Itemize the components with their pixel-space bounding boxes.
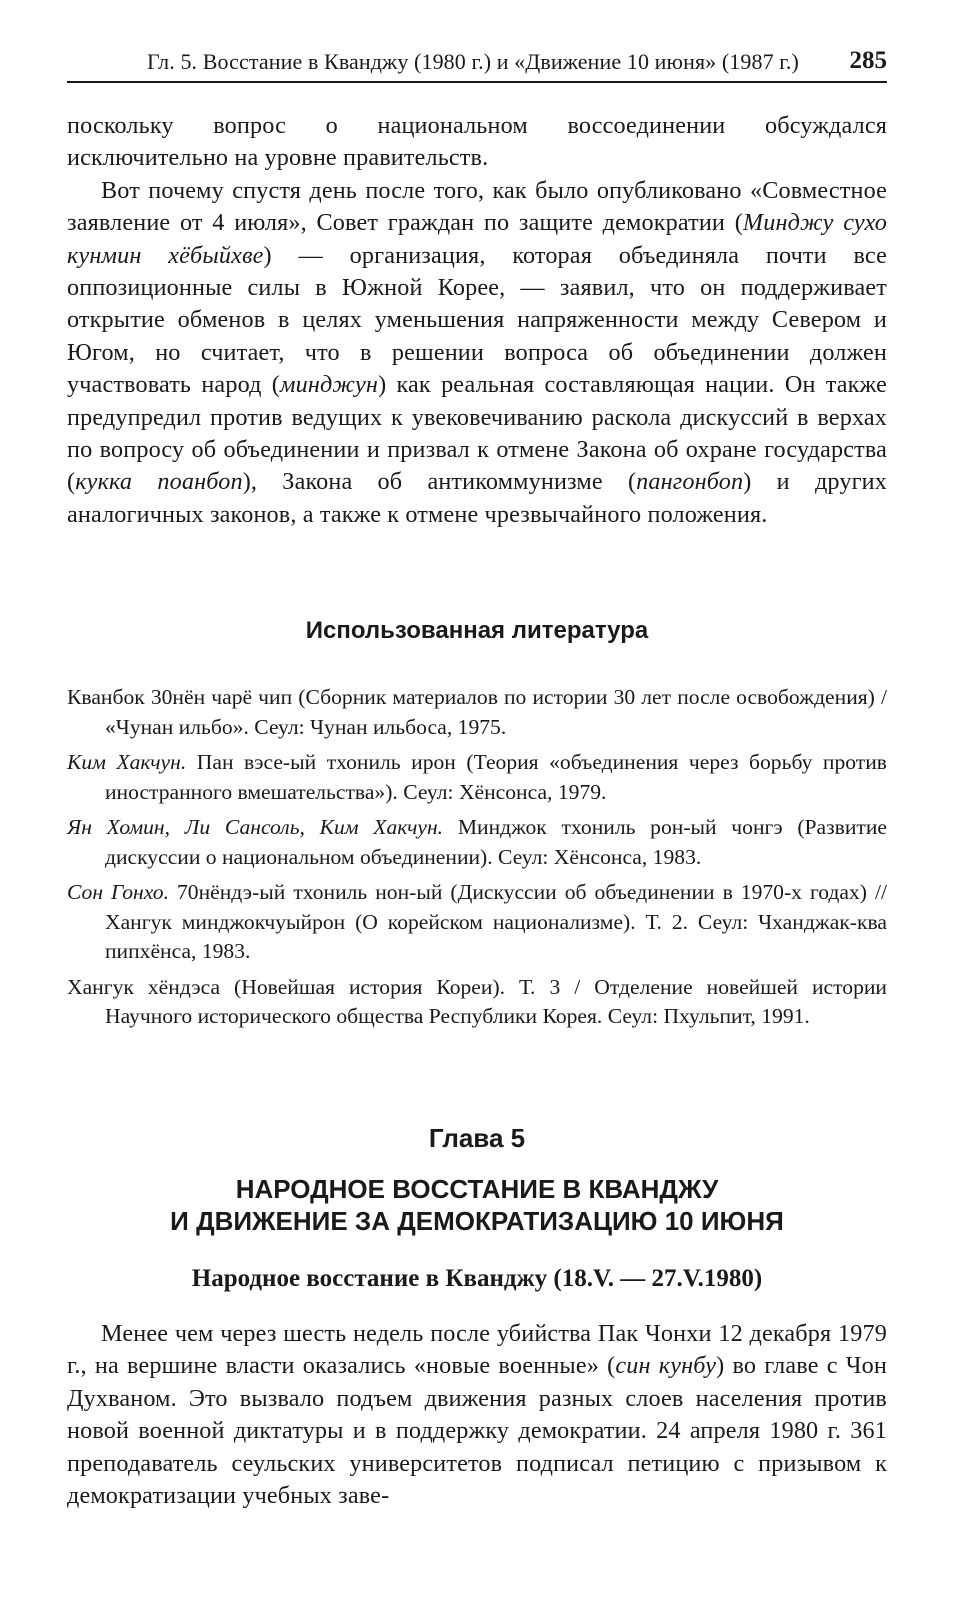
paragraph-continuation: [67, 110, 887, 175]
entry-author: Ян Хомин, Ли Сансоль, Ким Хакчун.: [67, 815, 444, 839]
italic-term: минджун: [280, 371, 379, 399]
chapter-title-line: НАРОДНОЕ ВОССТАНИЕ В КВАНДЖУ: [235, 1174, 719, 1204]
running-title: Гл. 5. Восстание в Кванджу (1980 г.) и «Движение 10 июня» (1987 г.): [147, 49, 799, 74]
entry-author: Ким Хакчун.: [67, 750, 187, 774]
entry-text: Кванбок 30нён чарё чип (Сборник материалов по истории 30 лет после освобождения) / «Чунан ильбо». Сеул: Чунан ильбоса, 1975.: [67, 685, 887, 739]
paragraph-text: ) — организация, которая объединяла почти все оппозиционные силы в Южной Корее, — заявил, что он поддерживает открытие обменов в целях уменьшения напряженности между Севером и Югом, но считает, что в решении вопроса об объединении должен участвовать народ (: [67, 241, 887, 399]
paragraph-text: ) как реальная составляющая нации. Он также предупредил против ведущих к увековечиванию раскола дискуссий в верхах по вопросу об объединении и призвал к отмене Закона об охране государства (: [67, 371, 887, 496]
body-text-bottom: [67, 1318, 887, 1512]
paragraph-text: поскольку вопрос о национальном воссоединении обсуждался исключительно на уровне правительств.: [67, 112, 887, 172]
chapter-title: [67, 1173, 887, 1237]
paragraph-text: ) во главе с Чон Духваном. Это вызвало подъем движения разных слоев населения против новой военной диктатуры и в поддержку демократии. 24 апреля 1980 г. 361 преподаватель сеульских университетов подписал петицию с призывом к демократизации учебных заве-: [67, 1352, 887, 1510]
bibliography-entry: [67, 813, 887, 872]
paragraph-text: ) и других аналогичных законов, а также к отмене чрезвычайного положения.: [67, 468, 887, 528]
paragraph-text: Вот почему спустя день после того, как было опубликовано «Совместное заявление от 4 июля», Совет граждан по защите демократии (: [67, 176, 887, 237]
entry-author: Сон Гонхо.: [67, 880, 169, 904]
paragraph: [67, 1318, 887, 1512]
entry-text: 70нёндэ-ый тхониль нон-ый (Дискуссии об объединении в 1970-х годах) // Хангук минджокчуыйрон (О корейском национализме). Т. 2. Сеул: Чханджак-ква пипхёнса, 1983.: [105, 880, 887, 963]
chapter-title-line: И ДВИЖЕНИЕ ЗА ДЕМОКРАТИЗАЦИЮ 10 ИЮНЯ: [170, 1206, 784, 1236]
page-number: 285: [849, 47, 887, 74]
paragraph-text: ), Закона об антикоммунизме (: [242, 468, 637, 496]
bibliography-entry: [67, 973, 887, 1032]
italic-term: пангонбоп: [636, 468, 744, 496]
italic-term: Минджу сухо кунмин хёбыйхве: [67, 209, 888, 269]
literature-heading: Использованная литература: [305, 617, 649, 644]
paragraph: [67, 175, 887, 531]
entry-text: Минджок тхониль рон-ый чонгэ (Развитие дискуссии о национальном объединении). Сеул: Хёнсонса, 1983.: [105, 815, 888, 869]
entry-text: Пан вэсе-ый тхониль ирон (Теория «объединения через борьбу против иностранного вмешательства»). Сеул: Хёнсонса, 1979.: [105, 750, 887, 804]
bibliography-entry: [67, 683, 887, 742]
bibliography-entry: [67, 748, 887, 807]
paragraph-text: Менее чем через шесть недель после убийства Пак Чонхи 12 декабря 1979 г., на вершине власти оказались «новые военные» (: [67, 1320, 887, 1380]
italic-term: кукка поанбоп: [75, 468, 243, 496]
chapter-label: Глава 5: [428, 1123, 526, 1153]
bibliography-entry: [67, 878, 887, 967]
entry-text: Хангук хёндэса (Новейшая история Кореи). Т. 3 / Отделение новейшей истории Научного исторического общества Республики Корея. Сеул: Пхульпит, 1991.: [67, 974, 887, 1028]
bibliography-list: [67, 683, 887, 1038]
running-header: [67, 47, 887, 83]
body-text-top: [67, 110, 887, 531]
section-title: Народное восстание в Кванджу (18.V. — 27.V.1980): [191, 1265, 763, 1292]
italic-term: син кунбу: [615, 1352, 717, 1380]
